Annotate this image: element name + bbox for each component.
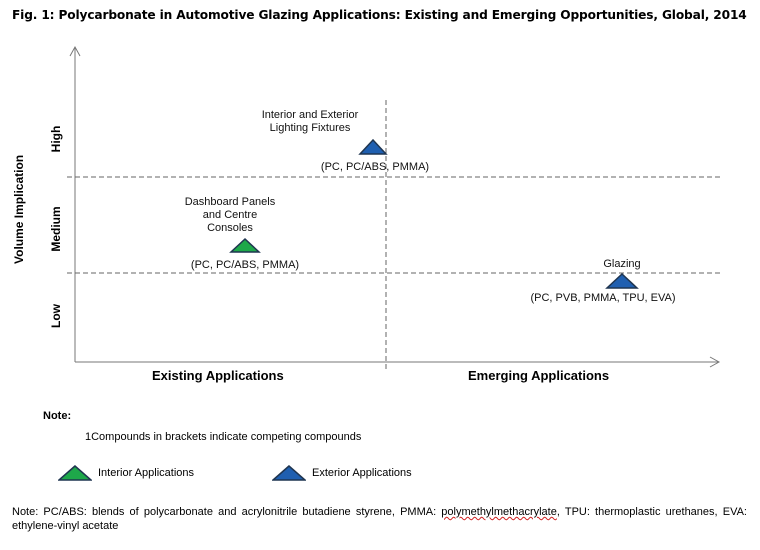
dashboard-panels-compounds: (PC, PC/ABS, PMMA) — [190, 259, 300, 271]
note-competing-compounds: 1Compounds in brackets indicate competing compounds — [85, 431, 362, 443]
lighting-fixtures-compounds: (PC, PC/ABS, PMMA) — [320, 161, 430, 173]
lighting-fixtures-label — [240, 109, 380, 135]
legend-exterior-label: Exterior Applications — [312, 467, 412, 479]
y-level-low: Low — [49, 304, 63, 328]
legend-exterior — [272, 465, 412, 481]
y-level-medium: Medium — [49, 206, 63, 252]
lighting-label-line2: Lighting Fixtures — [269, 122, 351, 134]
dashboard-label-line3: Consoles — [207, 222, 253, 234]
footnote-spellcheck-word: polymethylmethacrylate — [441, 506, 557, 518]
lighting-label-line1: Interior and Exterior — [261, 109, 359, 121]
dashboard-label-line2: and Centre — [202, 209, 258, 221]
figure-title: Fig. 1: Polycarbonate in Automotive Glazing Applications: Existing and Emerging Opportunities, Global, 2014 — [12, 8, 747, 22]
x-category-existing: Existing Applications — [152, 368, 284, 383]
dashboard-panels-label — [180, 196, 280, 235]
footnote-part2: , TPU: thermoplastic urethanes, EVA: ethylene-vinyl acetate — [12, 506, 747, 532]
x-category-emerging: Emerging Applications — [468, 368, 610, 383]
glazing-marker-icon — [607, 274, 637, 288]
exterior-triangle-icon — [272, 465, 306, 481]
legend-interior-label: Interior Applications — [98, 467, 194, 479]
lighting-fixtures-marker-icon — [360, 140, 386, 154]
glazing-compounds: (PC, PVB, PMMA, TPU, EVA) — [530, 292, 676, 304]
y-level-high: High — [49, 125, 63, 153]
note-heading: Note: — [43, 410, 72, 422]
glazing-label: Glazing — [603, 258, 641, 270]
interior-triangle-icon — [58, 465, 92, 481]
dashboard-label-line1: Dashboard Panels — [184, 196, 276, 208]
footnote-part1: Note: PC/ABS: blends of polycarbonate and acrylonitrile butadiene styrene, PMMA: — [12, 506, 442, 518]
y-axis-title: Volume Implication — [12, 154, 26, 264]
dashboard-panels-marker-icon — [231, 239, 259, 252]
legend-interior — [58, 465, 194, 481]
abbreviation-footnote — [12, 505, 747, 533]
